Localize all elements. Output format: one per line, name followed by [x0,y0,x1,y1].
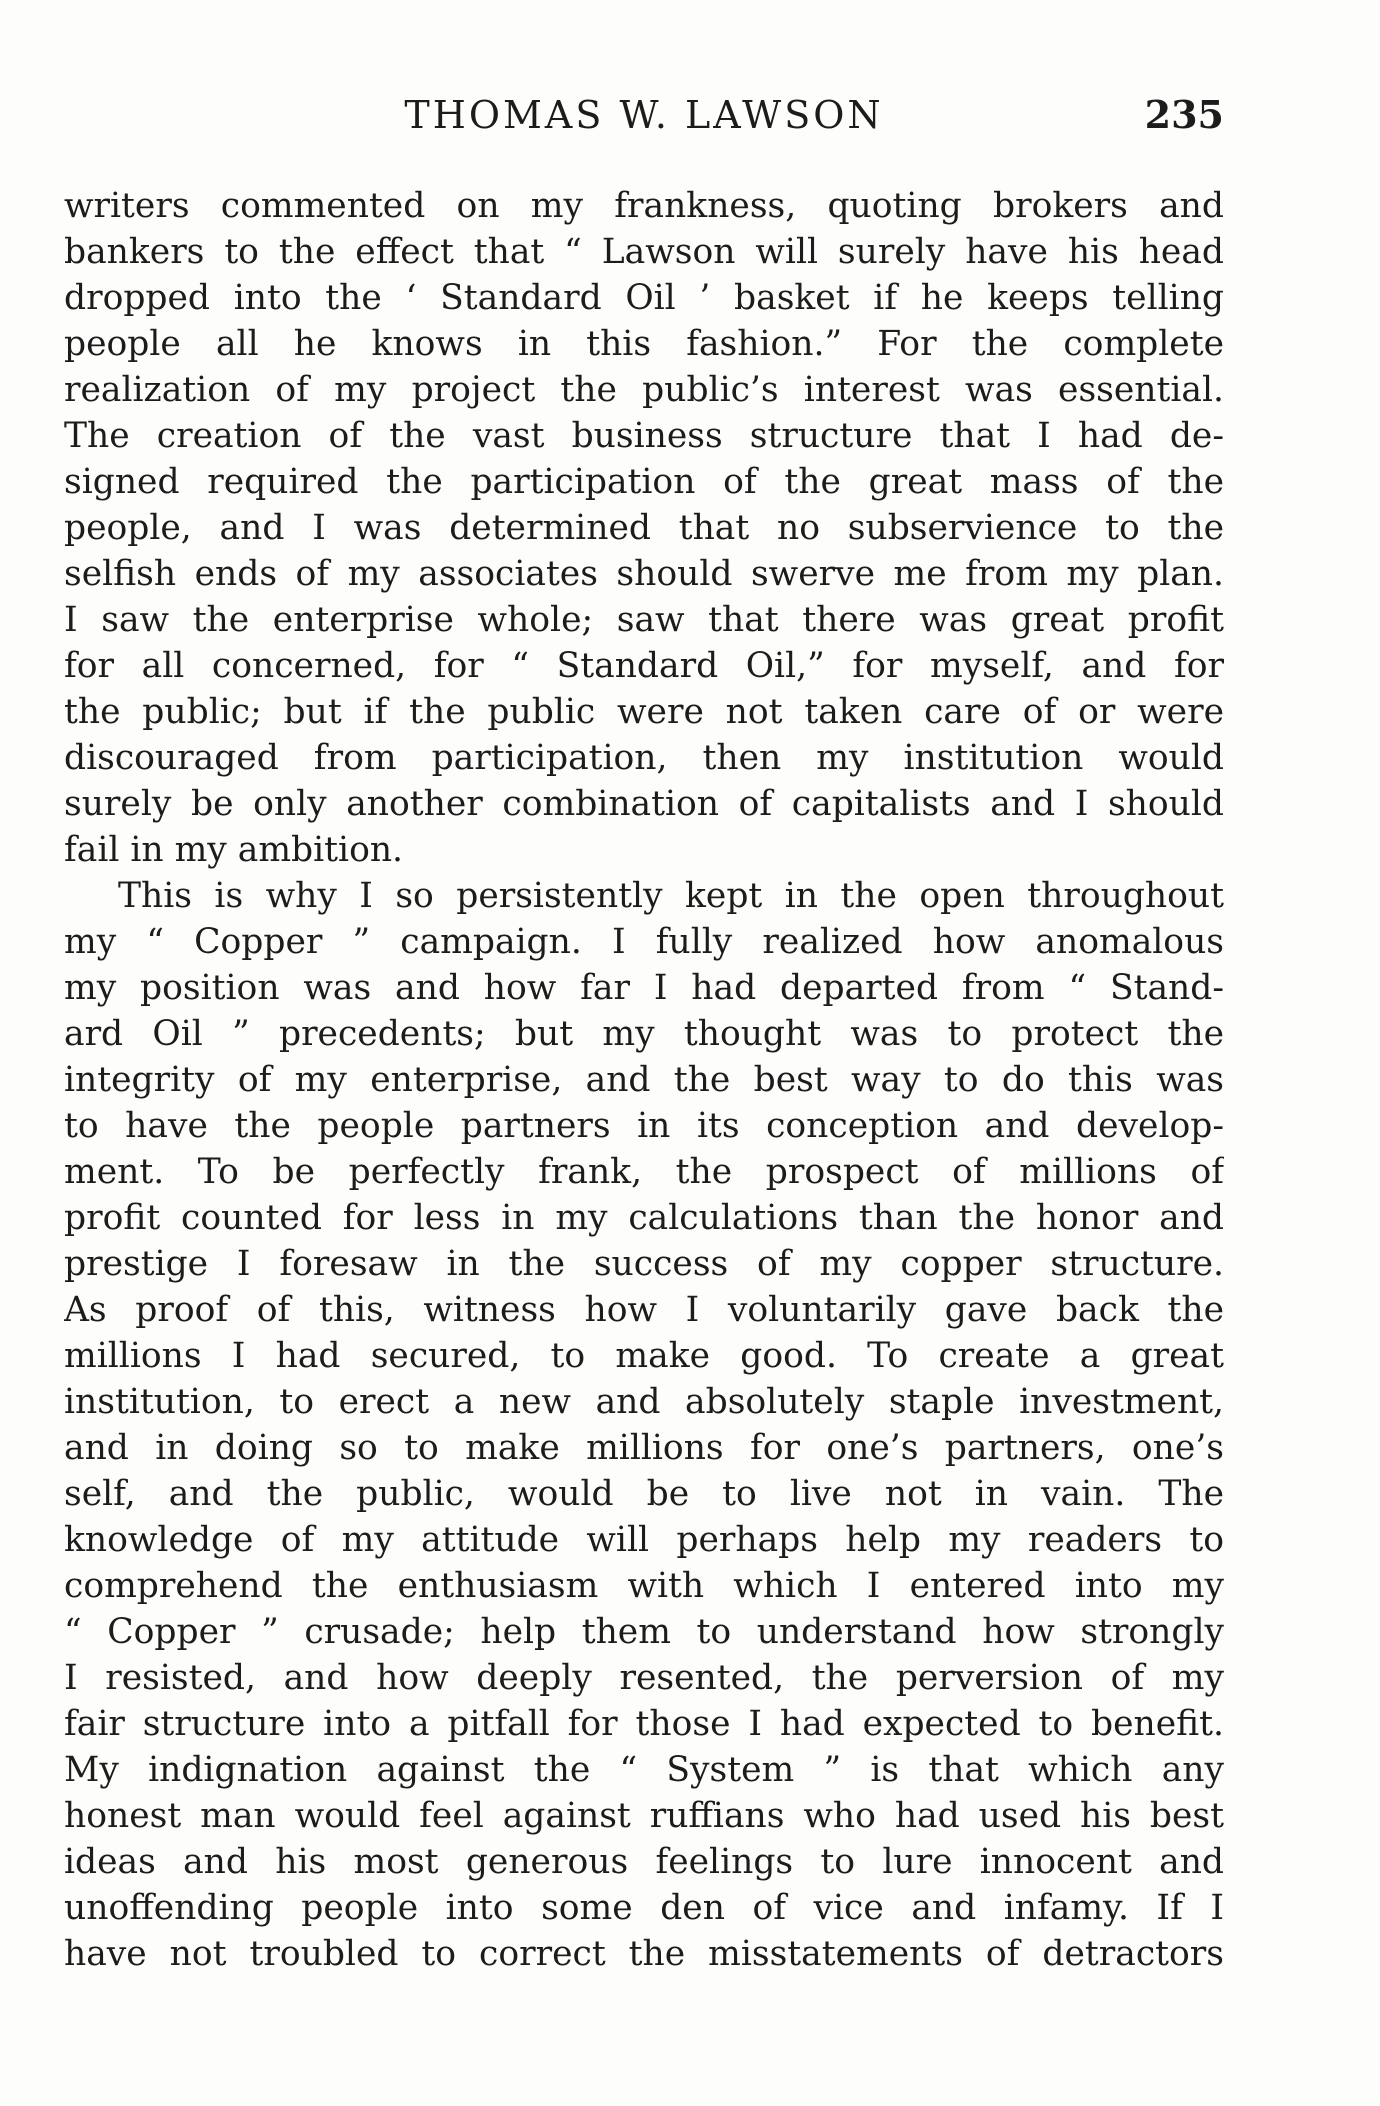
text-line: bankers to the effect that “ Lawson will surely have his head [64,232,1224,272]
text-line: I resisted, and how deeply resented, the perversion of my [64,1658,1224,1698]
text-line: “ Copper ” crusade; help them to understand how strongly [64,1612,1224,1652]
text-line: for all concerned, for “ Standard Oil,” for myself, and for [64,646,1224,686]
text-line: profit counted for less in my calculations than the honor and [64,1198,1224,1238]
text-line: my “ Copper ” campaign. I fully realized how anomalous [64,922,1224,962]
text-line: honest man would feel against ruffians who had used his best [64,1796,1224,1836]
text-line: ment. To be perfectly frank, the prospect of millions of [64,1152,1224,1192]
text-line: comprehend the enthusiasm with which I entered into my [64,1566,1224,1606]
paragraph-2 [64,873,1224,1977]
text-line: ideas and his most generous feelings to lure innocent and [64,1842,1224,1882]
text-line: discouraged from participation, then my institution would [64,738,1224,778]
text-line: The creation of the vast business structure that I had de- [64,416,1224,456]
text-line: This is why I so persistently kept in the open throughout [118,876,1224,916]
text-line: millions I had secured, to make good. To create a great [64,1336,1224,1376]
text-line: my position was and how far I had departed from “ Stand- [64,968,1224,1008]
text-line: I saw the enterprise whole; saw that there was great profit [64,600,1224,640]
text-line: As proof of this, witness how I voluntarily gave back the [64,1290,1224,1330]
text-line: people, and I was determined that no subservience to the [64,508,1224,548]
text-line: My indignation against the “ System ” is that which any [64,1750,1224,1790]
text-line: realization of my project the public’s interest was essential. [64,370,1224,410]
text-line: people all he knows in this fashion.” For the complete [64,324,1224,364]
text-line: integrity of my enterprise, and the best way to do this was [64,1060,1224,1100]
running-title: THOMAS W. LAWSON [404,93,884,137]
text-line: ard Oil ” precedents; but my thought was to protect the [64,1014,1224,1054]
paragraph-1 [64,183,1224,873]
text-line: fail in my ambition. [64,830,404,870]
running-head [64,90,1224,140]
text-line: writers commented on my frankness, quoting brokers and [64,186,1224,226]
text-line: knowledge of my attitude will perhaps help my readers to [64,1520,1224,1560]
text-line: to have the people partners in its conception and develop- [64,1106,1224,1146]
text-line: self, and the public, would be to live not in vain. The [64,1474,1224,1514]
text-line: surely be only another combination of capitalists and I should [64,784,1224,824]
text-line: dropped into the ‘ Standard Oil ’ basket if he keeps telling [64,278,1224,318]
text-line: signed required the participation of the great mass of the [64,462,1224,502]
text-line: fair structure into a pitfall for those I had expected to benefit. [64,1704,1224,1744]
page-number: 235 [1144,92,1224,137]
text-line: unoffending people into some den of vice and infamy. If I [64,1888,1224,1928]
text-line: have not troubled to correct the misstatements of detractors [64,1934,1224,1974]
text-line: and in doing so to make millions for one’s partners, one’s [64,1428,1224,1468]
text-line: the public; but if the public were not taken care of or were [64,692,1224,732]
body-text [64,183,1224,1977]
text-line: selfish ends of my associates should swerve me from my plan. [64,554,1224,594]
text-line: prestige I foresaw in the success of my copper structure. [64,1244,1224,1284]
text-line: institution, to erect a new and absolutely staple investment, [64,1382,1224,1422]
